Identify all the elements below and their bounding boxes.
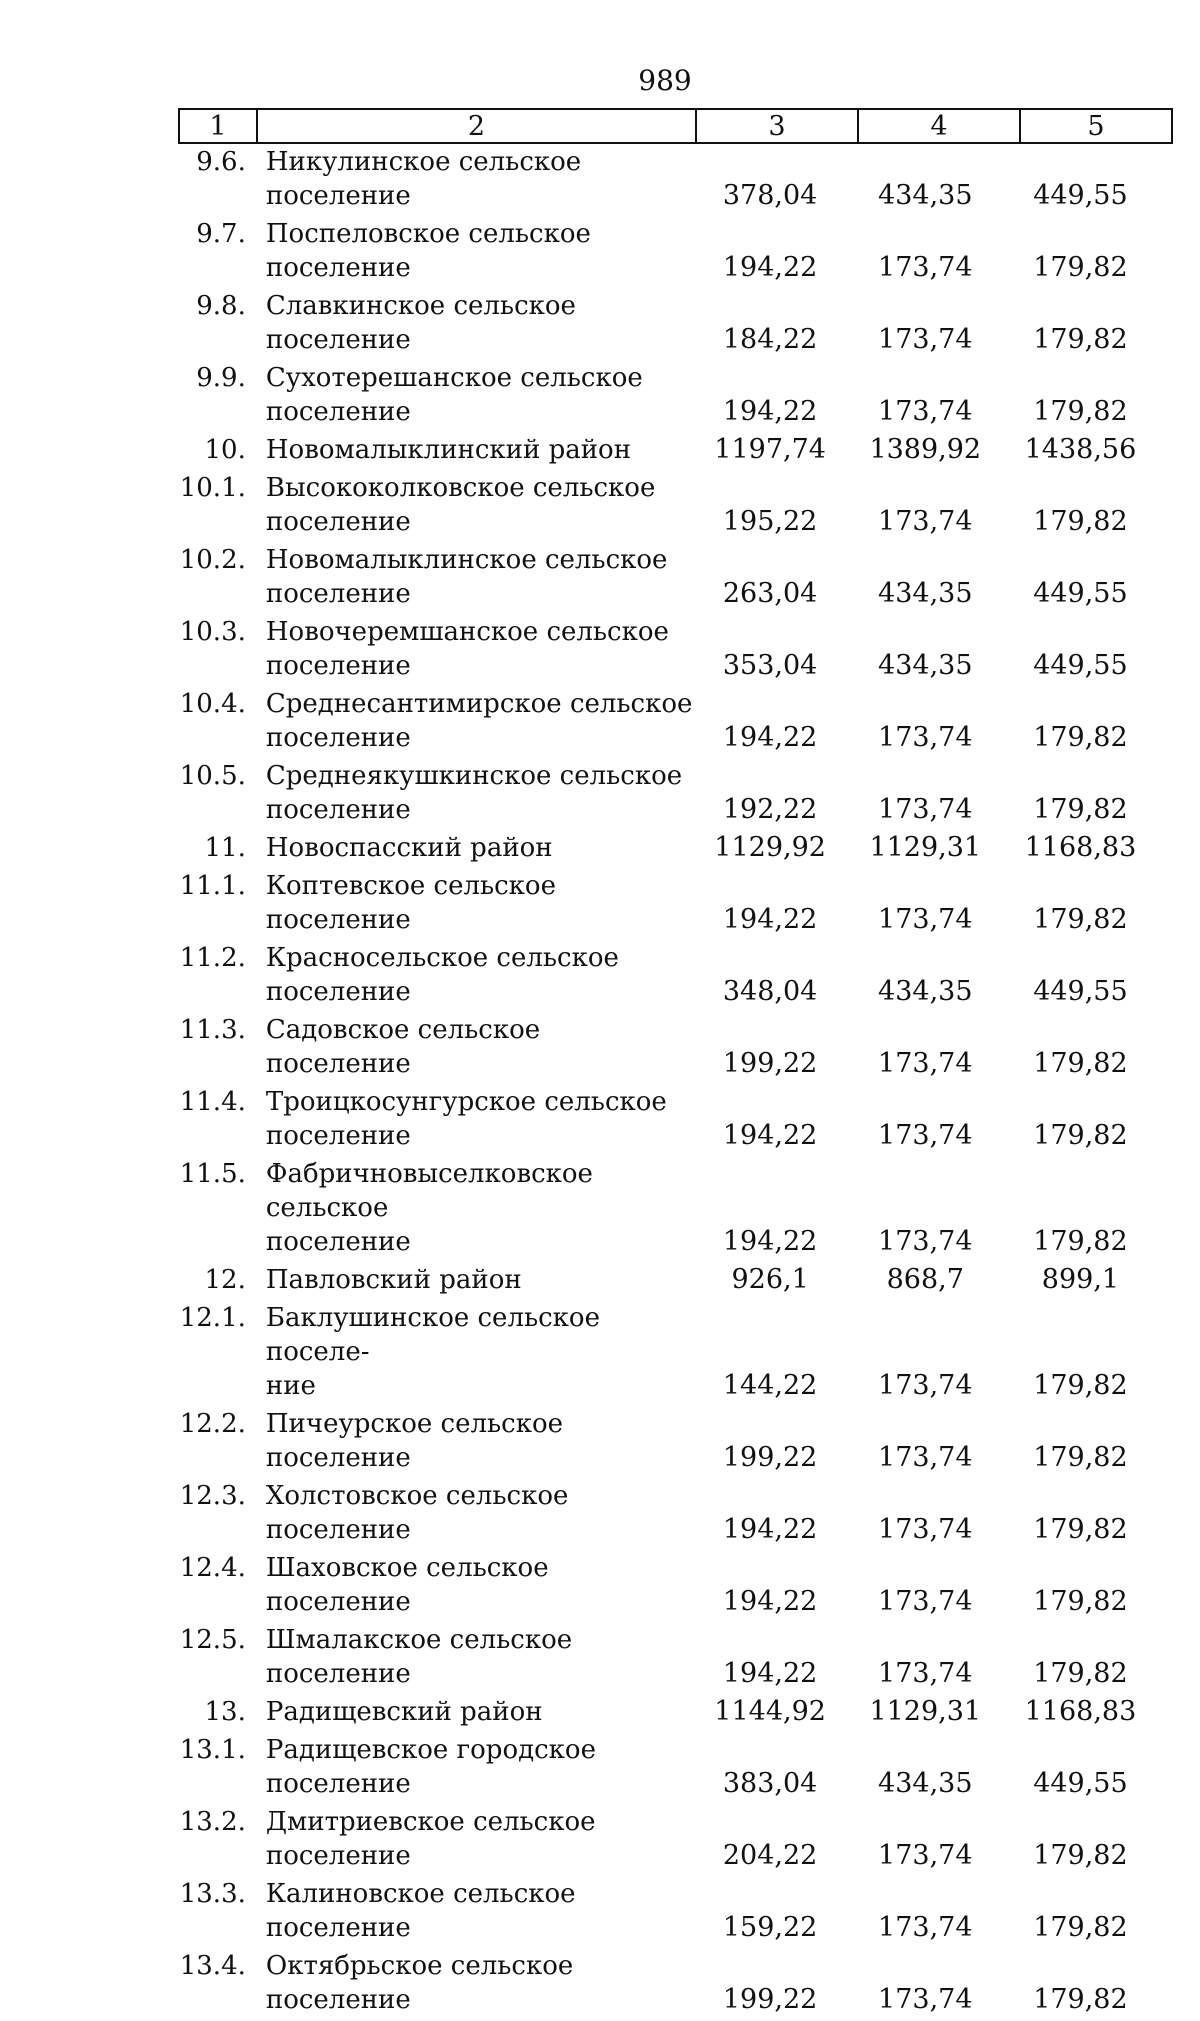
row-value-col5: 179,82: [1033, 252, 1128, 283]
row-value-col5: 179,82: [1033, 1048, 1128, 1079]
row-name: Среднеякушкинское сельское поселение: [265, 761, 683, 825]
table-row: [178, 1301, 1158, 1407]
row-value-col4: 173,74: [878, 722, 973, 753]
row-value-col4: 173,74: [878, 1840, 973, 1871]
row-number: 11.5.: [179, 1159, 246, 1189]
row-name: Шаховское сельское поселение: [265, 1553, 549, 1617]
page-number: 989: [638, 64, 692, 97]
row-number: 11.1.: [179, 871, 246, 901]
row-name: Новомалыклинское сельское поселение: [265, 545, 668, 609]
row-value-col4: 1129,31: [869, 1696, 982, 1727]
row-value-col5: 179,82: [1033, 324, 1128, 355]
row-value-col5: 449,55: [1033, 1768, 1128, 1799]
row-value-col4: 1129,31: [869, 832, 982, 863]
table-row: [178, 1085, 1158, 1157]
row-number: 11.2.: [179, 943, 246, 973]
table-row: [178, 289, 1158, 361]
row-value-col4: 173,74: [878, 1120, 973, 1151]
column-header-5: 5: [1020, 109, 1172, 143]
row-value-col4: 173,74: [878, 1658, 973, 1689]
row-name: Коптевское сельское поселение: [265, 871, 556, 935]
row-value-col5: 449,55: [1033, 650, 1128, 681]
row-value-col3: 184,22: [722, 324, 818, 355]
row-number: 10.3.: [179, 617, 246, 647]
row-number: 9.8.: [196, 291, 246, 321]
table-row: [178, 1623, 1158, 1695]
row-value-col4: 434,35: [878, 578, 973, 609]
row-number: 9.7.: [196, 219, 246, 249]
row-name: Радищевский район: [265, 1697, 543, 1727]
row-value-col4: 173,74: [878, 1226, 973, 1257]
row-value-col4: 173,74: [878, 904, 973, 935]
row-value-col4: 868,7: [886, 1264, 964, 1295]
row-value-col4: 173,74: [878, 794, 973, 825]
row-value-col5: 179,82: [1033, 506, 1128, 537]
row-name: Поспеловское сельское поселение: [265, 219, 591, 283]
column-header-4: 4: [858, 109, 1020, 143]
row-value-col5: 1168,83: [1024, 1696, 1137, 1727]
row-number: 13.3.: [179, 1879, 246, 1909]
row-name: Дмитриевское сельское поселение: [265, 1807, 596, 1871]
table-row: [178, 433, 1158, 471]
column-header-row: [179, 109, 1172, 143]
row-value-col3: 1197,74: [714, 434, 826, 465]
row-value-col4: 173,74: [878, 252, 973, 283]
row-number: 10.2.: [179, 545, 246, 575]
row-value-col4: 173,74: [878, 324, 973, 355]
row-number: 10.5.: [179, 761, 246, 791]
row-value-col5: 179,82: [1033, 396, 1128, 427]
row-value-col5: 179,82: [1033, 1586, 1128, 1617]
row-value-col3: 199,22: [722, 1984, 818, 2015]
row-value-col3: 199,22: [722, 1442, 818, 1473]
row-name: Новоспасский район: [265, 833, 553, 863]
row-value-col4: 1389,92: [869, 434, 982, 465]
row-number: 11.4.: [179, 1087, 246, 1117]
row-value-col5: 179,82: [1033, 1840, 1128, 1871]
row-value-col4: 173,74: [878, 1370, 973, 1401]
row-value-col4: 173,74: [878, 1586, 973, 1617]
row-value-col4: 173,74: [878, 1514, 973, 1545]
column-header-1: 1: [179, 109, 257, 143]
table-body: [178, 145, 1158, 2021]
row-value-col3: 194,22: [722, 904, 818, 935]
table-row: [178, 543, 1158, 615]
row-value-col4: 434,35: [878, 650, 973, 681]
row-value-col3: 348,04: [722, 976, 818, 1007]
row-number: 11.3.: [179, 1015, 246, 1045]
row-value-col3: 194,22: [722, 396, 818, 427]
table-row: [178, 361, 1158, 433]
table-row: [178, 1949, 1158, 2021]
column-header-table: [178, 108, 1173, 144]
row-value-col4: 173,74: [878, 1048, 973, 1079]
row-value-col5: 179,82: [1033, 1984, 1128, 2015]
row-number: 10.: [204, 435, 246, 465]
row-value-col3: 1144,92: [714, 1696, 826, 1727]
row-value-col3: 159,22: [722, 1912, 818, 1943]
row-value-col3: 378,04: [722, 180, 818, 211]
row-value-col5: 179,82: [1033, 1912, 1128, 1943]
table-row: [178, 1263, 1158, 1301]
table-row: [178, 1407, 1158, 1479]
row-value-col5: 179,82: [1033, 904, 1128, 935]
row-value-col4: 173,74: [878, 506, 973, 537]
row-value-col5: 449,55: [1033, 180, 1128, 211]
row-name: Холстовское сельское поселение: [265, 1481, 569, 1545]
row-value-col3: 1129,92: [714, 832, 826, 863]
table-row: [178, 687, 1158, 759]
row-number: 12.3.: [179, 1481, 246, 1511]
row-name: Славкинское сельское поселение: [265, 291, 576, 355]
row-name: Пичеурское сельское поселение: [265, 1409, 563, 1473]
row-number: 13.4.: [179, 1951, 246, 1981]
table-row: [178, 1877, 1158, 1949]
row-number: 13.: [204, 1697, 246, 1727]
row-name: Никулинское сельское поселение: [265, 147, 582, 211]
row-value-col3: 194,22: [722, 1120, 818, 1151]
table-row: [178, 1013, 1158, 1085]
row-value-col4: 173,74: [878, 396, 973, 427]
row-name: Павловский район: [265, 1265, 522, 1295]
row-name: Новочеремшанское сельское поселение: [265, 617, 669, 681]
row-value-col5: 1168,83: [1024, 832, 1137, 863]
row-number: 12.2.: [179, 1409, 246, 1439]
row-value-col5: 449,55: [1033, 578, 1128, 609]
row-value-col3: 194,22: [722, 1514, 818, 1545]
row-value-col3: 192,22: [722, 794, 818, 825]
row-value-col4: 434,35: [878, 180, 973, 211]
row-value-col3: 204,22: [722, 1840, 818, 1871]
row-value-col5: 1438,56: [1024, 434, 1137, 465]
row-value-col3: 263,04: [722, 578, 818, 609]
row-number: 11.: [204, 833, 246, 863]
table-row: [178, 1695, 1158, 1733]
row-number: 10.4.: [179, 689, 246, 719]
row-number: 9.6.: [196, 147, 246, 177]
row-value-col4: 173,74: [878, 1442, 973, 1473]
table-row: [178, 145, 1158, 217]
row-value-col3: 194,22: [722, 252, 818, 283]
row-number: 12.5.: [179, 1625, 246, 1655]
row-value-col5: 449,55: [1033, 976, 1128, 1007]
row-value-col3: 195,22: [722, 506, 818, 537]
row-value-col5: 179,82: [1033, 722, 1128, 753]
row-value-col3: 194,22: [722, 722, 818, 753]
row-value-col5: 179,82: [1033, 794, 1128, 825]
row-name: Высококолковское сельское поселение: [265, 473, 656, 537]
row-name: Садовское сельское поселение: [265, 1015, 541, 1079]
table-row: [178, 1157, 1158, 1263]
row-number: 9.9.: [196, 363, 246, 393]
row-number: 12.: [204, 1265, 246, 1295]
row-name: Новомалыклинский район: [265, 435, 632, 465]
row-value-col3: 383,04: [722, 1768, 818, 1799]
table-row: [178, 869, 1158, 941]
row-value-col4: 434,35: [878, 1768, 973, 1799]
table-row: [178, 471, 1158, 543]
row-value-col5: 179,82: [1033, 1120, 1128, 1151]
row-value-col5: 899,1: [1041, 1264, 1120, 1295]
row-number: 10.1.: [179, 473, 246, 503]
row-value-col4: 173,74: [878, 1912, 973, 1943]
row-value-col3: 144,22: [722, 1370, 818, 1401]
row-value-col3: 199,22: [722, 1048, 818, 1079]
table-row: [178, 1805, 1158, 1877]
row-value-col3: 194,22: [722, 1658, 818, 1689]
row-name: Красносельское сельское поселение: [265, 943, 619, 1007]
row-number: 13.2.: [179, 1807, 246, 1837]
row-name: Радищевское городское поселение: [265, 1735, 596, 1799]
row-value-col3: 194,22: [722, 1226, 818, 1257]
row-name: Фабричновыселковское сельское поселение: [265, 1159, 593, 1257]
table-row: [178, 1479, 1158, 1551]
row-number: 12.4.: [179, 1553, 246, 1583]
row-value-col5: 179,82: [1033, 1658, 1128, 1689]
row-value-col5: 179,82: [1033, 1370, 1128, 1401]
row-name: Троицкосунгурское сельское поселение: [265, 1087, 667, 1151]
row-name: Сухотерешанское сельское поселение: [265, 363, 643, 427]
row-value-col3: 926,1: [731, 1264, 809, 1295]
table-row: [178, 941, 1158, 1013]
row-number: 13.1.: [179, 1735, 246, 1765]
row-value-col5: 179,82: [1033, 1514, 1128, 1545]
row-value-col5: 179,82: [1033, 1226, 1128, 1257]
column-header-3: 3: [696, 109, 858, 143]
column-header-2: 2: [257, 109, 696, 143]
row-value-col4: 434,35: [878, 976, 973, 1007]
table-row: [178, 217, 1158, 289]
table-row: [178, 1733, 1158, 1805]
table-row: [178, 759, 1158, 831]
table-row: [178, 831, 1158, 869]
row-name: Шмалакское сельское поселение: [265, 1625, 573, 1689]
row-name: Баклушинское сельское поселе- ние: [265, 1303, 600, 1401]
row-name: Октябрьское сельское поселение: [265, 1951, 574, 2015]
row-value-col3: 353,04: [722, 650, 818, 681]
row-name: Среднесантимирское сельское поселение: [265, 689, 693, 753]
row-value-col3: 194,22: [722, 1586, 818, 1617]
table-row: [178, 1551, 1158, 1623]
row-value-col5: 179,82: [1033, 1442, 1128, 1473]
row-name: Калиновское сельское поселение: [265, 1879, 576, 1943]
row-value-col4: 173,74: [878, 1984, 973, 2015]
table-row: [178, 615, 1158, 687]
row-number: 12.1.: [179, 1303, 246, 1333]
